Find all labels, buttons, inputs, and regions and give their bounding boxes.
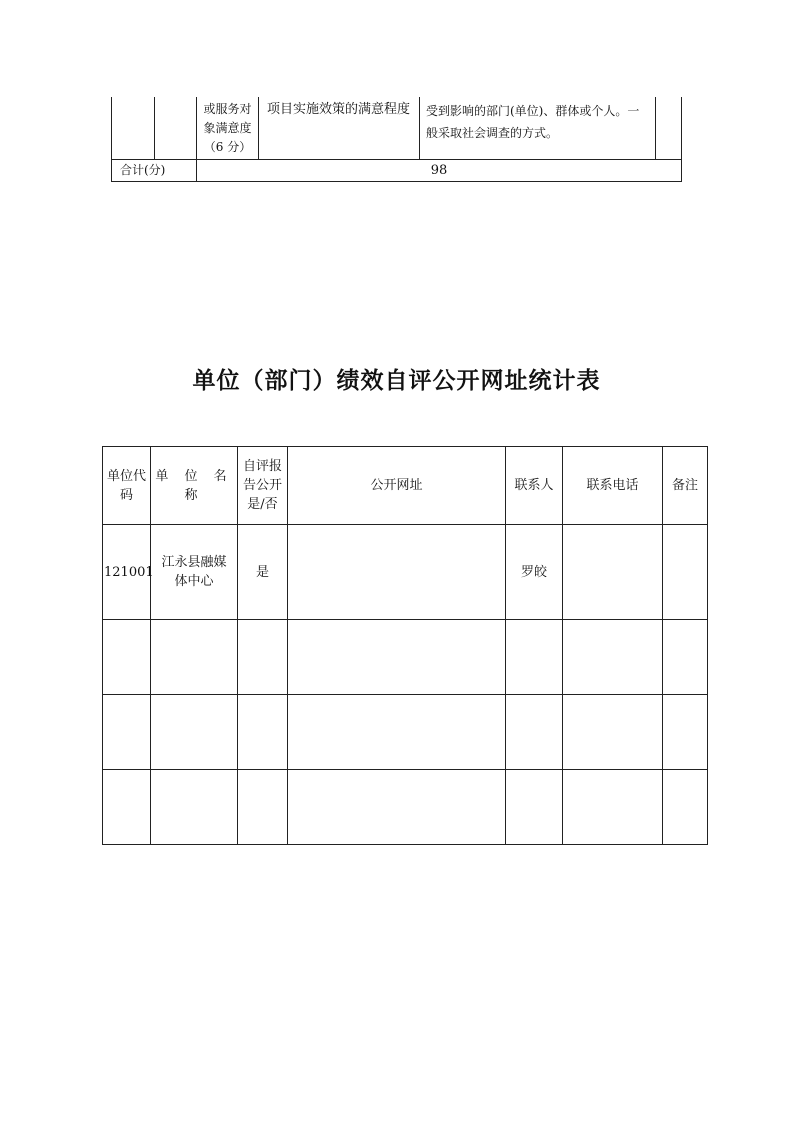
table-row [103, 620, 708, 695]
unit-name-line: 江永县融媒 [161, 555, 227, 570]
unit-name-cell [151, 695, 238, 770]
public-cell: 是 [238, 525, 288, 620]
header-url: 公开网址 [288, 447, 506, 525]
unit-code-cell [103, 620, 151, 695]
unit-name-cell [151, 525, 238, 620]
scoring-table-continuation [111, 97, 682, 182]
table-header-row [103, 447, 708, 525]
table-row [112, 97, 682, 159]
table-row [103, 695, 708, 770]
header-public [238, 447, 288, 525]
sub-indicator-line: 或服务对 [203, 102, 252, 116]
phone-cell [563, 695, 663, 770]
contact-cell: 罗皎 [506, 525, 563, 620]
header-line: 自评报 [242, 459, 282, 474]
level3-indicator-cell [197, 97, 259, 159]
table-row [103, 525, 708, 620]
contact-cell [506, 695, 563, 770]
header-line: 单位代 [106, 468, 146, 484]
unit-name-cell [151, 620, 238, 695]
header-remark: 备注 [663, 447, 708, 525]
table-row [103, 770, 708, 845]
header-contact: 联系人 [506, 447, 563, 525]
public-cell [238, 620, 288, 695]
level1-indicator-cell [112, 97, 155, 159]
remark-cell [663, 620, 708, 695]
contact-cell [506, 620, 563, 695]
header-unit-name: 单 位 名 称 [151, 447, 238, 525]
remark-cell [663, 525, 708, 620]
phone-cell [563, 620, 663, 695]
public-cell [238, 770, 288, 845]
header-unit-code [103, 447, 151, 525]
header-phone: 联系电话 [563, 447, 663, 525]
public-cell [238, 695, 288, 770]
header-line: 是/否 [247, 497, 278, 512]
level2-indicator-cell [155, 97, 197, 159]
sub-indicator-line: （6 分） [203, 140, 252, 154]
header-line: 告公开 [242, 478, 282, 493]
unit-code-cell [103, 695, 151, 770]
remark-cell [663, 695, 708, 770]
unit-code-cell: 121001 [103, 525, 151, 620]
url-cell [288, 695, 506, 770]
phone-cell [563, 770, 663, 845]
public-url-table [102, 446, 708, 845]
score-cell [656, 97, 682, 159]
indicator-name-cell: 项目实施效策的满意程度 [259, 97, 420, 159]
url-cell [288, 620, 506, 695]
unit-name-cell [151, 770, 238, 845]
url-cell [288, 525, 506, 620]
header-line: 码 [119, 487, 133, 503]
sub-indicator-line: 象满意度 [203, 121, 252, 135]
contact-cell [506, 770, 563, 845]
indicator-description-cell: 受到影响的部门(单位)、群体或个人。一般采取社会调查的方式。 [420, 97, 656, 159]
total-row [112, 159, 682, 181]
total-label: 合计(分) [112, 159, 197, 181]
unit-code-cell [103, 770, 151, 845]
url-cell [288, 770, 506, 845]
total-value: 98 [197, 159, 682, 181]
phone-cell [563, 525, 663, 620]
remark-cell [663, 770, 708, 845]
page-title: 单位（部门）绩效自评公开网址统计表 [192, 367, 601, 394]
unit-name-line: 体中心 [174, 574, 214, 589]
